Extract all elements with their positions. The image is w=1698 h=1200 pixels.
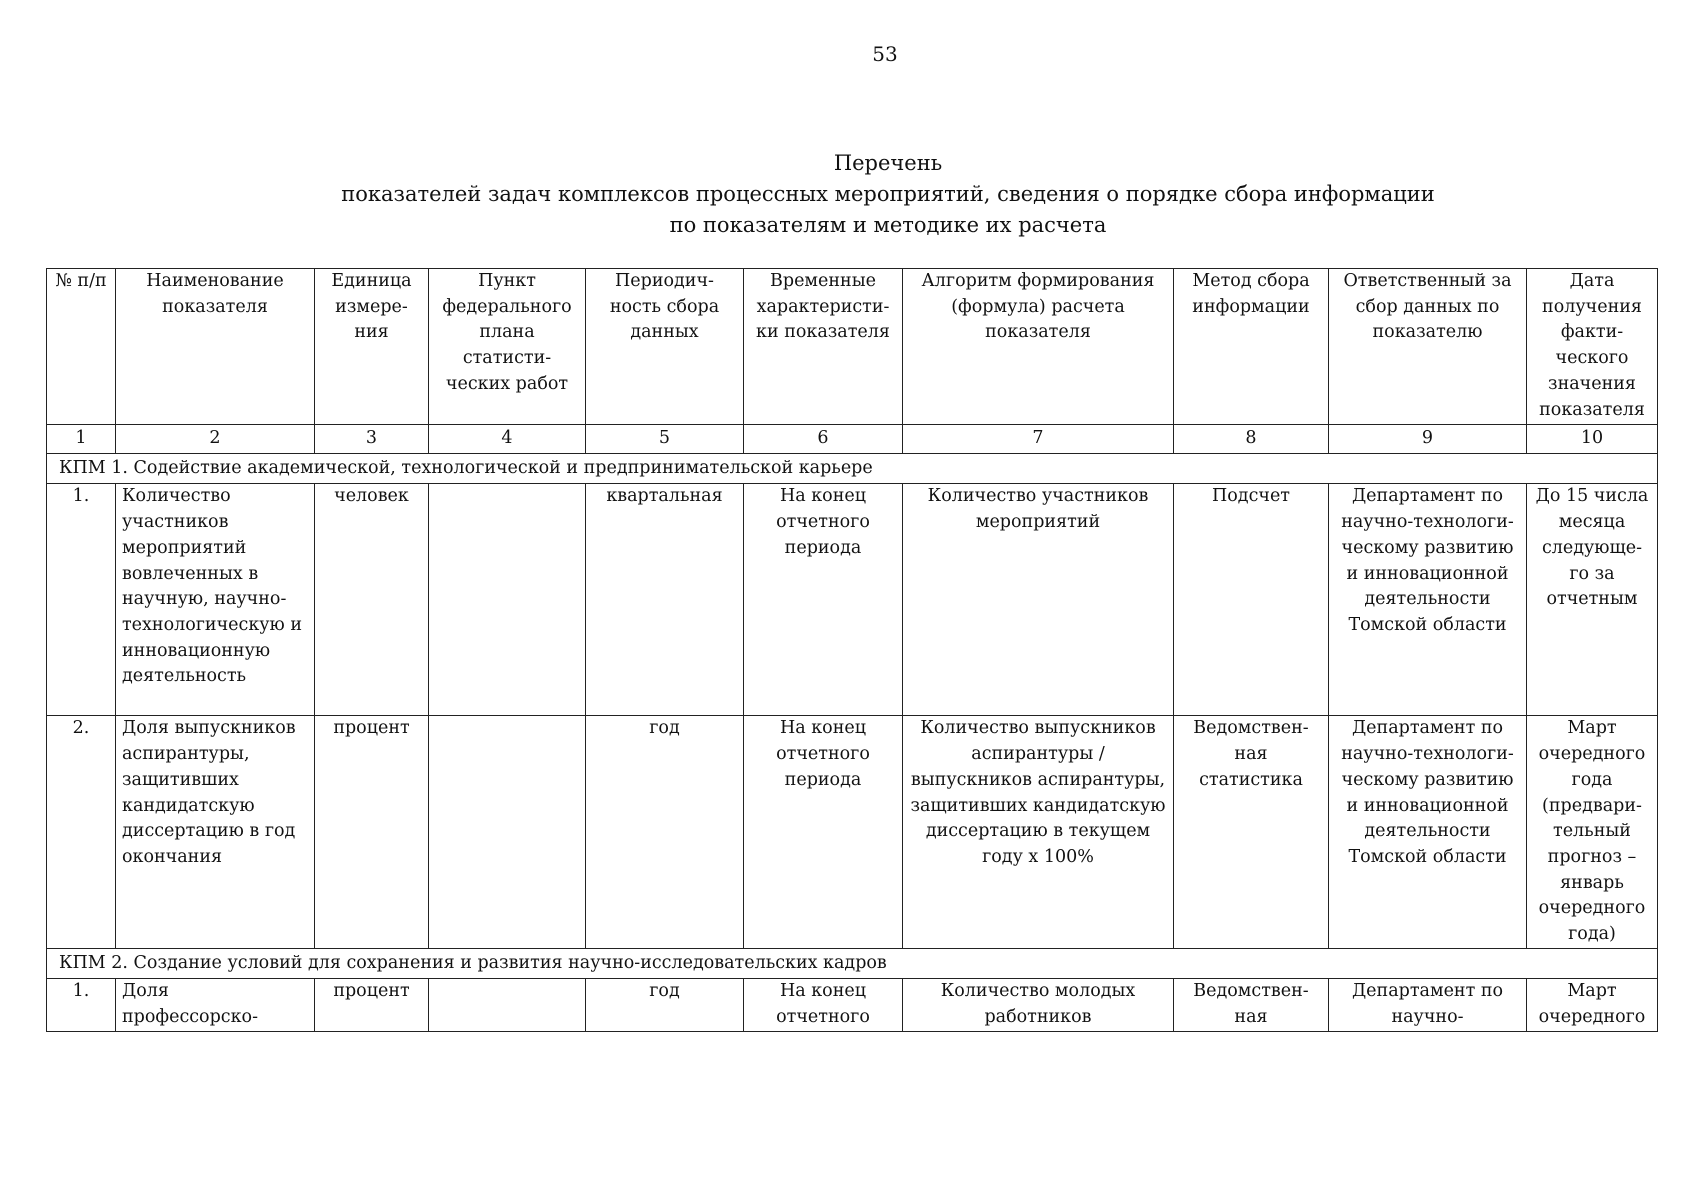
- column-numbering-row: [47, 425, 1658, 454]
- column-number: 1: [47, 425, 116, 454]
- periodicity-cell: год: [586, 716, 744, 948]
- indicators-table: [46, 268, 1658, 1032]
- table-row: [47, 979, 1658, 1031]
- column-header: Наименование показателя: [116, 269, 315, 425]
- section-title: КПМ 2. Создание условий для сохранения и развития научно-исследовательских кадров: [47, 948, 1658, 979]
- title-line-3: по показателям и методике их расчета: [669, 213, 1107, 237]
- page-number: 53: [872, 42, 898, 66]
- algorithm-cell: Количество молодых работников: [903, 979, 1174, 1031]
- column-number: 9: [1329, 425, 1527, 454]
- date-cell: Март очередного года (предвари-тельный прогноз – январь очередного года): [1527, 716, 1658, 948]
- column-header: № п/п: [47, 269, 116, 425]
- responsible-cell: Департамент по научно-: [1329, 979, 1527, 1031]
- column-number: 5: [586, 425, 744, 454]
- time-characteristic-cell: На конец отчетного периода: [744, 484, 903, 716]
- periodicity-cell: год: [586, 979, 744, 1031]
- responsible-cell: Департамент по научно-технологи-ческому развитию и инновационной деятельности Томской области: [1329, 484, 1527, 716]
- column-header: Пункт федерального плана статисти-ческих работ: [429, 269, 586, 425]
- plan-item-cell: [429, 979, 586, 1031]
- date-cell: Март очередного: [1527, 979, 1658, 1031]
- column-number: 3: [315, 425, 429, 454]
- column-number: 8: [1174, 425, 1329, 454]
- time-characteristic-cell: На конец отчетного периода: [744, 716, 903, 948]
- method-cell: Ведомствен-ная статистика: [1174, 716, 1329, 948]
- method-cell: Ведомствен-ная: [1174, 979, 1329, 1031]
- method-cell: Подсчет: [1174, 484, 1329, 716]
- column-header: Метод сбора информации: [1174, 269, 1329, 425]
- plan-item-cell: [429, 484, 586, 716]
- column-header: Ответственный за сбор данных по показателю: [1329, 269, 1527, 425]
- section-row: [47, 453, 1658, 484]
- indicator-name: Доля выпускников аспирантуры, защитивших кандидатскую диссертацию в год окончания: [116, 716, 315, 948]
- title-line-2: показателей задач комплексов процессных мероприятий, сведения о порядке сбора информации: [341, 182, 1435, 206]
- algorithm-cell: Количество выпускников аспирантуры / выпускников аспирантуры, защитивших кандидатскую диссертацию в текущем году х 100%: [903, 716, 1174, 948]
- row-number: 1.: [47, 484, 116, 716]
- date-cell: До 15 числа месяца следующе-го за отчетным: [1527, 484, 1658, 716]
- indicator-name: Количество участников мероприятий вовлеченных в научную, научно-технологическую и инновационную деятельность: [116, 484, 315, 716]
- column-number: 7: [903, 425, 1174, 454]
- column-number: 10: [1527, 425, 1658, 454]
- column-header: Единица измере-ния: [315, 269, 429, 425]
- column-number: 6: [744, 425, 903, 454]
- column-header: Дата получения факти-ческого значения показателя: [1527, 269, 1658, 425]
- responsible-cell: Департамент по научно-технологи-ческому развитию и инновационной деятельности Томской области: [1329, 716, 1527, 948]
- column-header: Алгоритм формирования (формула) расчета показателя: [903, 269, 1174, 425]
- column-header: Периодич-ность сбора данных: [586, 269, 744, 425]
- title-line-1: Перечень: [833, 151, 943, 175]
- column-number: 2: [116, 425, 315, 454]
- column-number: 4: [429, 425, 586, 454]
- algorithm-cell: Количество участников мероприятий: [903, 484, 1174, 716]
- table-header-row: [47, 269, 1658, 425]
- indicator-name: Доля профессорско-: [116, 979, 315, 1031]
- plan-item-cell: [429, 716, 586, 948]
- unit-cell: процент: [315, 979, 429, 1031]
- section-row: [47, 948, 1658, 979]
- row-number: 1.: [47, 979, 116, 1031]
- row-number: 2.: [47, 716, 116, 948]
- table-row: [47, 716, 1658, 948]
- unit-cell: человек: [315, 484, 429, 716]
- unit-cell: процент: [315, 716, 429, 948]
- table-row: [47, 484, 1658, 716]
- document-title: [330, 148, 1446, 241]
- column-header: Временные характеристи-ки показателя: [744, 269, 903, 425]
- section-title: КПМ 1. Содействие академической, технологической и предпринимательской карьере: [47, 453, 1658, 484]
- time-characteristic-cell: На конец отчетного: [744, 979, 903, 1031]
- periodicity-cell: квартальная: [586, 484, 744, 716]
